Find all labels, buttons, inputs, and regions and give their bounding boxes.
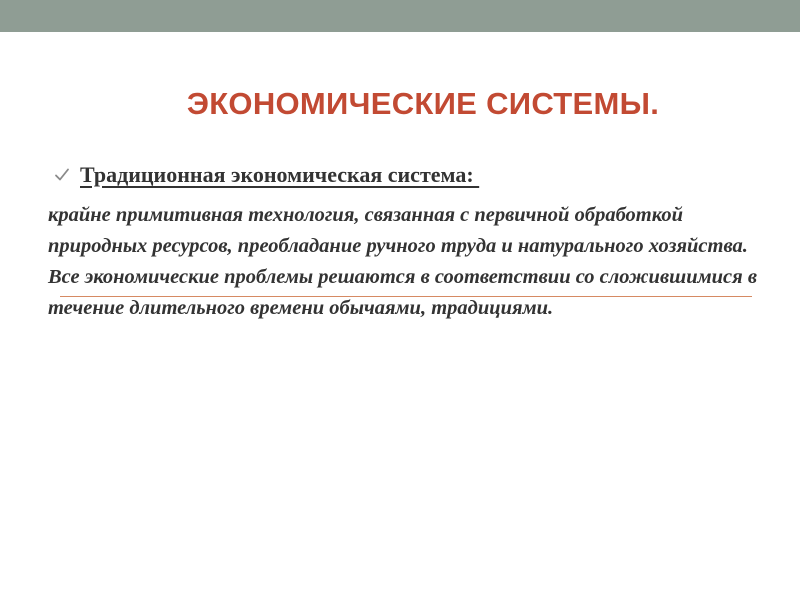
bullet-text: Традиционная экономическая система: bbox=[80, 162, 480, 187]
header-band bbox=[0, 0, 800, 32]
description-text: крайне примитивная технология, связанная с первичной обработкой природных ресурсов, преобладание ручного труда и натурального хозяйства. Все экономические проблемы решаются в соответствии со сложившимися в течение длительного времени обычаями, традициями. bbox=[48, 204, 757, 319]
slide-title: ЭКОНОМИЧЕСКИЕ СИСТЕМЫ. bbox=[186, 86, 660, 121]
checkmark-icon bbox=[54, 167, 70, 183]
divider-line bbox=[60, 296, 752, 297]
bullet-item bbox=[54, 162, 479, 188]
